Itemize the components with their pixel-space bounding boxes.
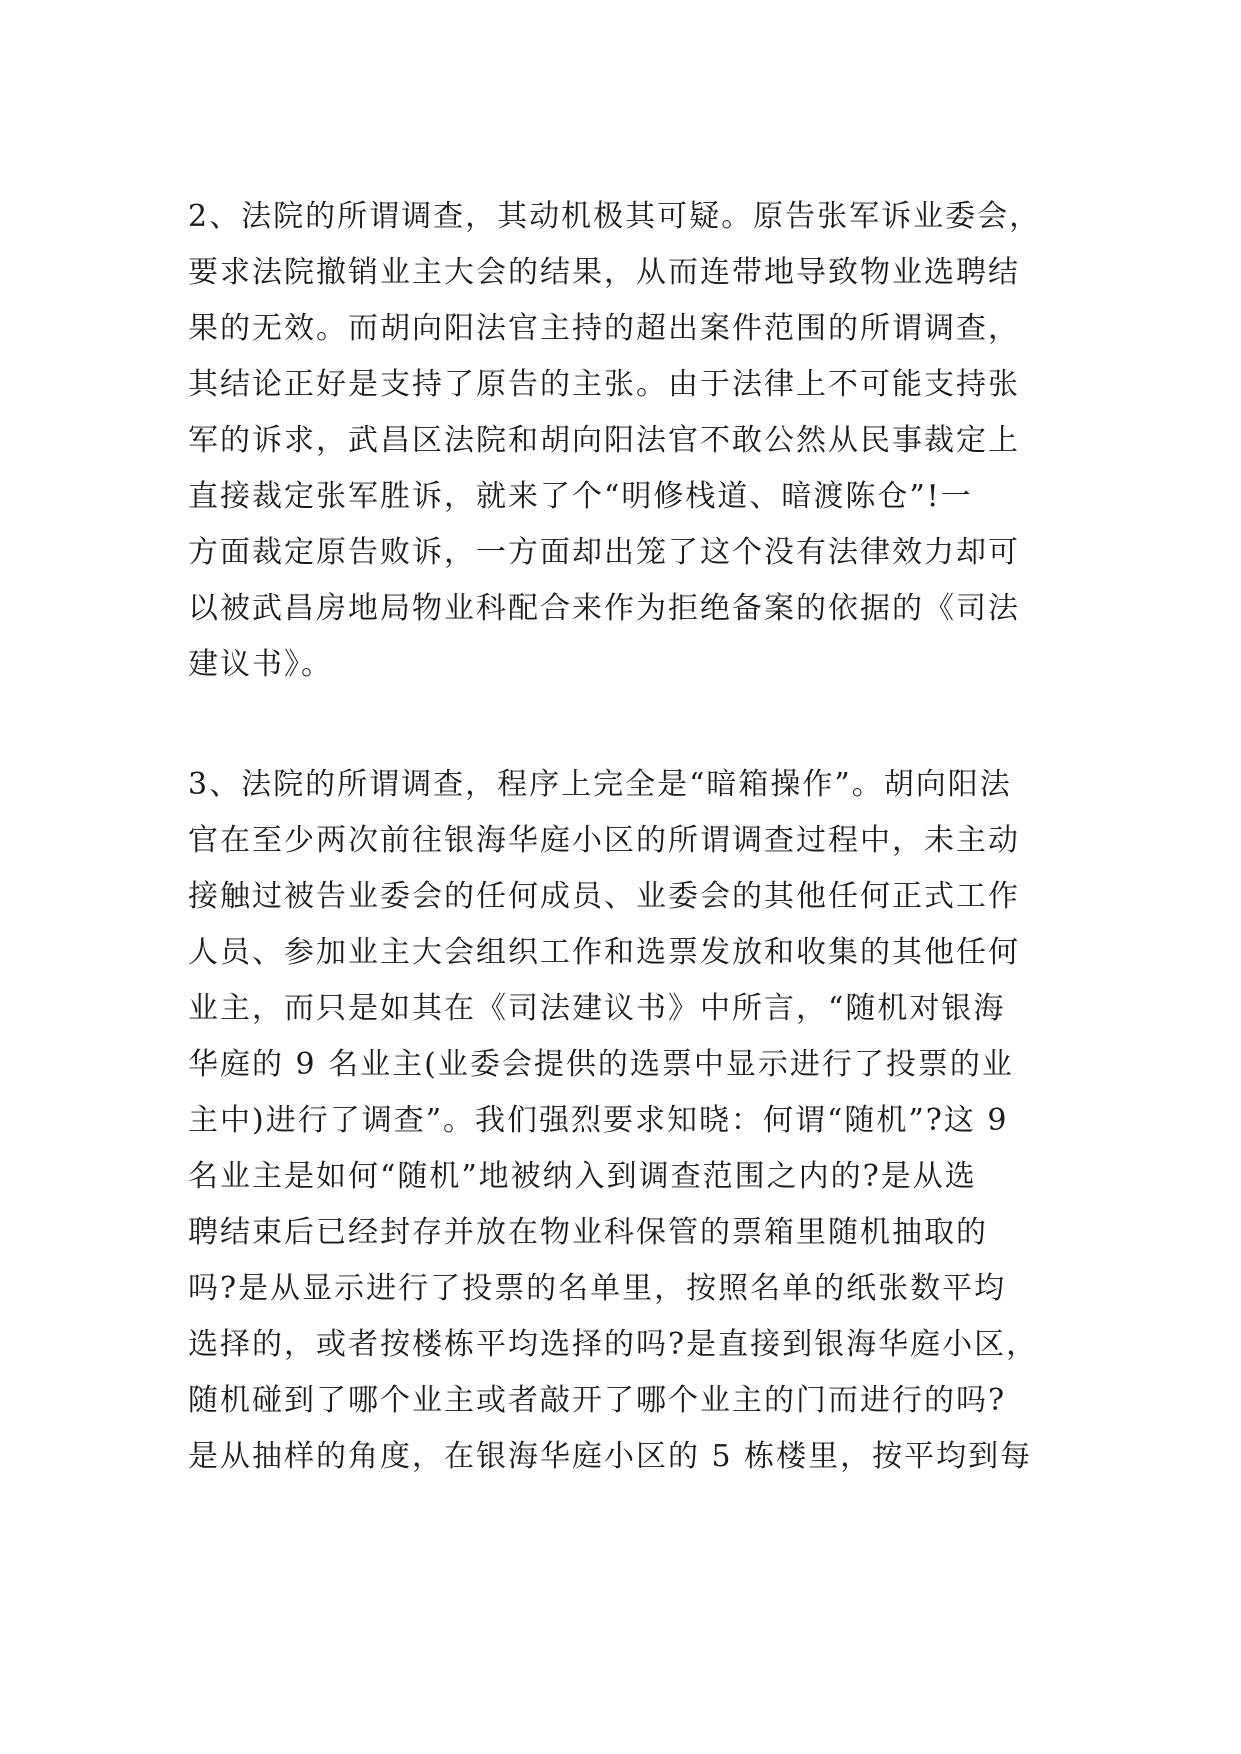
text-line: 聘结束后已经封存并放在物业科保管的票箱里随机抽取的 [188,1215,988,1250]
text-line: 随机碰到了哪个业主或者敲开了哪个业主的门而进行的吗? [188,1383,1007,1418]
text-line: 接触过被告业委会的任何成员、业委会的其他任何正式工作 [188,879,1020,914]
text-line: 名业主是如何“随机”地被纳入到调查范围之内的?是从选 [188,1159,977,1194]
text-line: 是从抽样的角度，在银海华庭小区的 5 栋楼里，按平均到每 [188,1439,1033,1474]
text-line: 其结论正好是支持了原告的主张。由于法律上不可能支持张 [188,367,1020,402]
text-line: 直接裁定张军胜诉，就来了个“明修栈道、暗渡陈仓”!一 [188,479,973,514]
text-line: 方面裁定原告败诉，一方面却出笼了这个没有法律效力却可 [188,535,1020,570]
text-line: 2、法院的所谓调查，其动机极其可疑。原告张军诉业委会， [188,199,1042,234]
text-line: 以被武昌房地局物业科配合来作为拒绝备案的依据的《司法 [188,591,1020,626]
text-line: 选择的，或者按楼栋平均选择的吗?是直接到银海华庭小区， [188,1327,1039,1362]
text-line: 官在至少两次前往银海华庭小区的所谓调查过程中，未主动 [188,823,1020,858]
text-line: 要求法院撤销业主大会的结果，从而连带地导致物业选聘结 [188,255,1020,290]
text-line: 军的诉求，武昌区法院和胡向阳法官不敢公然从民事裁定上 [188,423,1020,458]
text-line: 果的无效。而胡向阳法官主持的超出案件范围的所谓调查， [188,311,1020,346]
text-line: 主中)进行了调查”。我们强烈要求知晓：何谓“随机”?这 9 [188,1103,1009,1138]
text-line: 业主，而只是如其在《司法建议书》中所言，“随机对银海 [188,991,1006,1026]
text-line: 华庭的 9 名业主(业委会提供的选票中显示进行了投票的业 [188,1047,1014,1082]
text-line: 吗?是从显示进行了投票的名单里，按照名单的纸张数平均 [188,1271,1007,1306]
text-line: 人员、参加业主大会组织工作和选票发放和收集的其他任何 [188,935,1020,970]
text-line: 3、法院的所谓调查，程序上完全是“暗箱操作”。胡向阳法 [188,767,1012,802]
text-line: 建议书》。 [188,647,333,682]
